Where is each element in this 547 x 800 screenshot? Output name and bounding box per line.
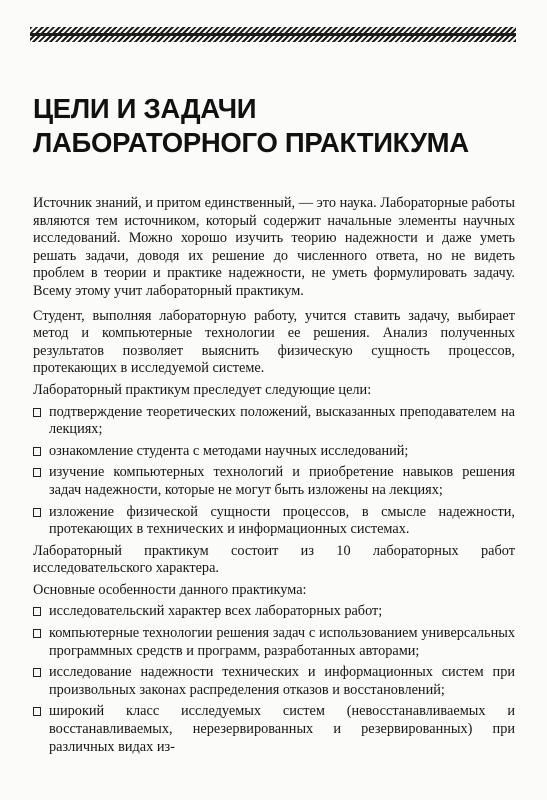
- list-item-text: широкий класс исследуемых систем (невосстанавливаемых и восстанавливаемых, нерезервированных и резервированных) при различных видах из-: [49, 703, 515, 755]
- checkbox-bullet-icon: [33, 607, 41, 616]
- checkbox-bullet-icon: [33, 447, 41, 456]
- list-item: [33, 625, 515, 660]
- paragraph-intro: Источник знаний, и притом единственный, — это наука. Лабораторные работы являются тем источником, который содержит начальные элементы научных исследований. Можно хорошо изучить теорию надежности и даже уметь решать задачи, доводя их решение до численного ответа, но не видеть проблем в теории и практике надежности, не уметь формулировать задачу. Всему этому учит лабораторный практикум.: [33, 195, 515, 299]
- list-item-text: изложение физической сущности процессов, в смысле надежности, протекающих в технических и информационных системах.: [49, 503, 515, 538]
- checkbox-bullet-icon: [33, 668, 41, 677]
- list-item: [33, 664, 515, 699]
- checkbox-bullet-icon: [33, 468, 41, 477]
- list-item: [33, 464, 515, 499]
- list-item-text: подтверждение теоретических положений, высказанных преподавателем на лекциях;: [49, 403, 515, 438]
- paragraph-composition: Лабораторный практикум состоит из 10 лабораторных работ исследовательского характера.: [33, 542, 515, 577]
- list-item: [33, 404, 515, 439]
- paragraph-goals-lead: Лабораторный практикум преследует следующие цели:: [33, 381, 372, 398]
- goals-list: [33, 404, 515, 539]
- paragraph-features-lead: Основные особенности данного практикума:: [33, 581, 307, 598]
- decorative-header-rule: [30, 27, 516, 42]
- list-item: [33, 504, 515, 539]
- features-list: [33, 603, 515, 756]
- paragraph-student: Студент, выполняя лабораторную работу, учится ставить задачу, выбирает метод и компьютерные технологии ее решения. Анализ полученных результатов позволяет выяснить физическую сущность процессов, протекающих в исследуемой системе.: [33, 307, 515, 377]
- list-item: [33, 443, 515, 461]
- checkbox-bullet-icon: [33, 508, 41, 517]
- list-item-text: изучение компьютерных технологий и приобретение навыков решения задач надежности, которые не могут быть изложены на лекциях;: [49, 464, 515, 498]
- body-text: [33, 195, 515, 760]
- chapter-title: [33, 92, 469, 160]
- checkbox-bullet-icon: [33, 408, 41, 417]
- chapter-title-line-2: ЛАБОРАТОРНОГО ПРАКТИКУМА: [33, 127, 469, 158]
- checkbox-bullet-icon: [33, 629, 41, 638]
- list-item: [33, 703, 515, 756]
- list-item-text: ознакомление студента с методами научных исследований;: [49, 442, 409, 459]
- list-item: [33, 603, 515, 621]
- list-item-text: исследовательский характер всех лабораторных работ;: [49, 603, 383, 620]
- checkbox-bullet-icon: [33, 707, 41, 716]
- chapter-title-line-1: ЦЕЛИ И ЗАДАЧИ: [33, 93, 257, 124]
- list-item-text: компьютерные технологии решения задач с использованием универсальных программных средств и программ, разработанных авторами;: [49, 625, 515, 659]
- list-item-text: исследование надежности технических и информационных систем при произвольных законах распределения отказов и восстановлений;: [49, 664, 515, 698]
